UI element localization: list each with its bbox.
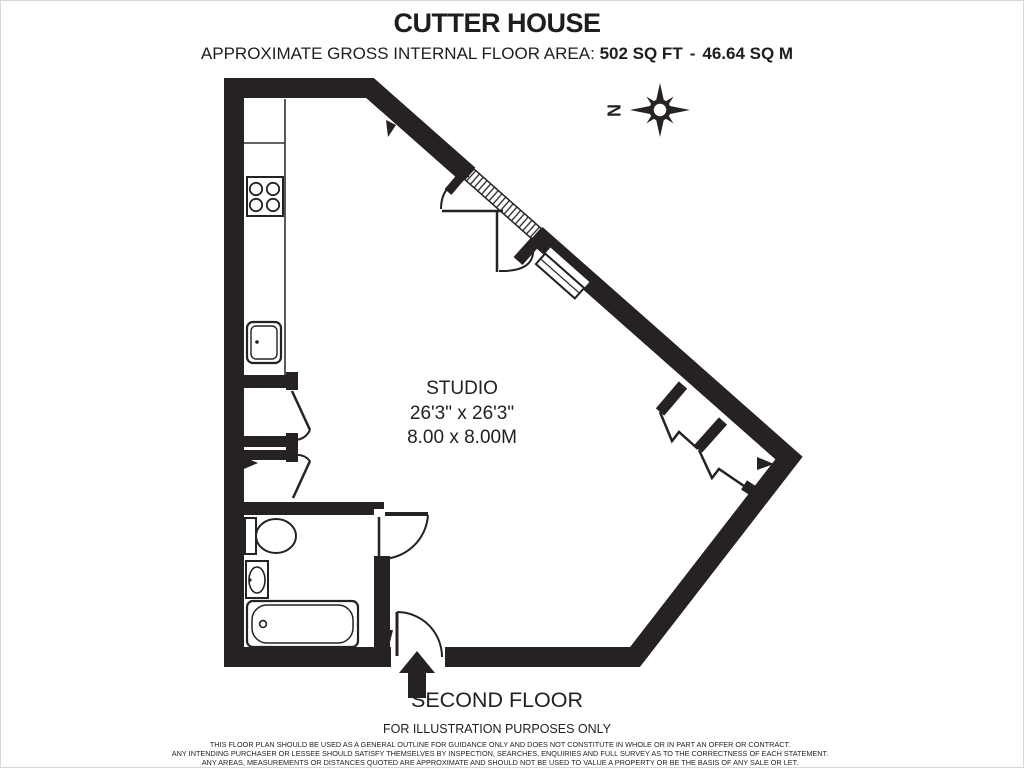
disclaimer: [0, 741, 1000, 767]
kitchen-counter: [244, 99, 285, 377]
area-imperial: 502 SQ FT: [599, 44, 683, 63]
toilet: [245, 518, 296, 554]
area-separator: -: [689, 44, 696, 63]
area-subtitle: [0, 44, 994, 64]
kitchen-sink: [247, 322, 281, 363]
room-dimensions-imperial: 26'3" x 26'3": [409, 402, 515, 424]
french-door-threshold: [465, 169, 542, 239]
area-label: APPROXIMATE GROSS INTERNAL FLOOR AREA:: [200, 44, 595, 63]
room-label: [352, 377, 572, 451]
room-dimensions-metric: 8.00 x 8.00M: [407, 427, 517, 448]
floor-label: SECOND FLOOR: [410, 688, 584, 712]
disclaimer-line: THIS FLOOR PLAN SHOULD BE USED AS A GENERAL OUTLINE FOR GUIDANCE ONLY AND DOES NOT CONSTITUTE IN WHOLE OR IN PART AN OFFER OR CONTRACT.: [209, 740, 791, 749]
page-title: CUTTER HOUSE: [393, 8, 601, 38]
kitchen-hob: [247, 177, 283, 216]
disclaimer-line: ANY INTENDING PURCHASER OR LESSEE SHOULD SATISFY THEMSELVES BY INSPECTION, SEARCHES, ENQUIRIES AND FULL SURVEY AS TO THE CORRECTNESS OF EACH STATEMENT.: [171, 748, 829, 758]
area-metric: 46.64 SQ M: [702, 44, 794, 63]
outer-walls: [234, 88, 789, 657]
room-name: STUDIO: [426, 378, 498, 399]
bathroom-door: [379, 514, 428, 559]
compass-north-label: N: [604, 104, 625, 117]
wash-basin: [246, 561, 268, 598]
compass-rose-icon: [630, 83, 690, 137]
purpose-label: FOR ILLUSTRATION PURPOSES ONLY: [382, 722, 612, 736]
bathtub: [247, 601, 358, 647]
disclaimer-line: ANY AREAS, MEASUREMENTS OR DISTANCES QUOTED ARE APPROXIMATE AND SHOULD NOT BE USED TO VALUE A PROPERTY OR BE THE BASIS OF ANY SALE OR LET.: [201, 757, 799, 767]
